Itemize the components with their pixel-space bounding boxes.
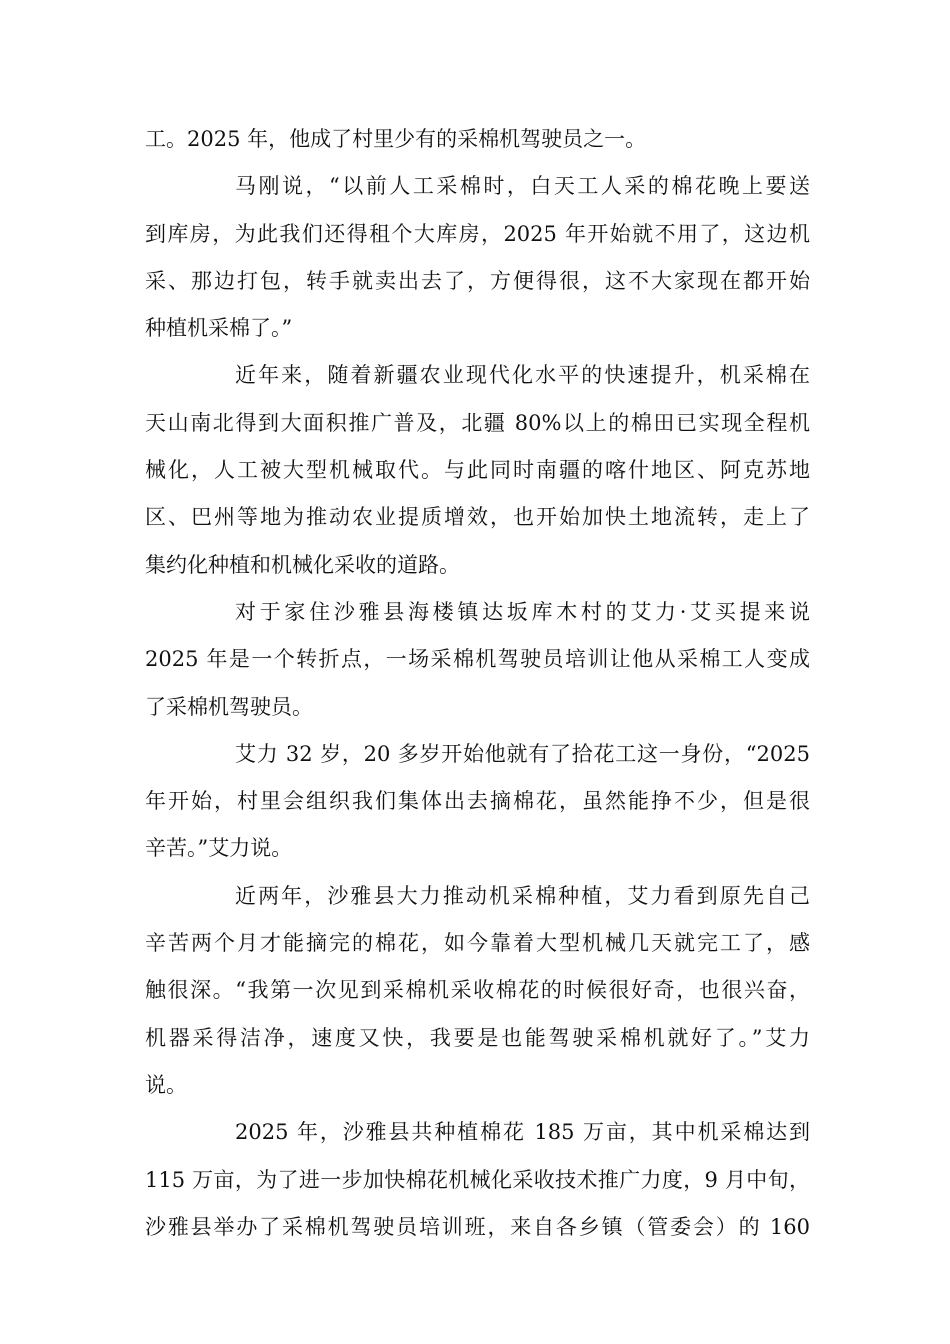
text-line: 辛苦。”艾力说。 xyxy=(145,836,293,861)
text-line: 说。 xyxy=(145,1072,187,1097)
article-body xyxy=(145,116,810,1251)
text-line: 工。2025 年，他成了村里少有的采棉机驾驶员之一。 xyxy=(145,127,647,151)
paragraph-first-line: 2025 年，沙雅县共种植棉花 185 万亩，其中机采棉达到 xyxy=(235,1120,810,1145)
text-line: 沙雅县举办了采棉机驾驶员培训班，来自各乡镇（管委会）的 160 xyxy=(145,1214,810,1239)
text-line: 采、那边打包，转手就卖出去了，方便得很，这不大家现在都开始 xyxy=(145,268,810,293)
text-line: 区、巴州等地为推动农业提质增效，也开始加快土地流转，走上了 xyxy=(145,505,810,530)
paragraph-first-line: 近年来，随着新疆农业现代化水平的快速提升，机采棉在 xyxy=(235,363,810,388)
text-line: 触很深。“我第一次见到采棉机采收棉花的时候很好奇，也很兴奋， xyxy=(145,978,810,1003)
text-line: 机器采得洁净，速度又快，我要是也能驾驶采棉机就好了。”艾力 xyxy=(145,1025,810,1050)
text-line: 集约化种植和机械化采收的道路。 xyxy=(145,552,460,577)
text-line: 年开始，村里会组织我们集体出去摘棉花，虽然能挣不少，但是很 xyxy=(145,789,810,814)
text-line: 2025 年是一个转折点，一场采棉机驾驶员培训让他从采棉工人变成 xyxy=(145,647,810,672)
paragraph-first-line: 艾力 32 岁，20 多岁开始他就有了拾花工这一身份，“2025 xyxy=(235,741,810,766)
text-line: 到库房，为此我们还得租个大库房，2025 年开始就不用了，这边机 xyxy=(145,221,810,246)
paragraph-first-line: 对于家住沙雅县海楼镇达坂库木村的艾力·艾买提来说 xyxy=(235,599,810,624)
paragraph-first-line: 马刚说，“以前人工采棉时，白天工人采的棉花晚上要送 xyxy=(235,174,810,199)
paragraph-first-line: 近两年，沙雅县大力推动机采棉种植，艾力看到原先自己 xyxy=(235,883,810,908)
text-line: 辛苦两个月才能摘完的棉花，如今靠着大型机械几天就完工了，感 xyxy=(145,931,810,956)
text-line: 天山南北得到大面积推广普及，北疆 80%以上的棉田已实现全程机 xyxy=(145,410,810,435)
text-line: 械化，人工被大型机械取代。与此同时南疆的喀什地区、阿克苏地 xyxy=(145,458,810,483)
text-line: 种植机采棉了。” xyxy=(145,316,293,341)
text-line: 115 万亩，为了进一步加快棉花机械化采收技术推广力度，9 月中旬， xyxy=(145,1167,810,1192)
text-line: 了采棉机驾驶员。 xyxy=(145,694,313,719)
